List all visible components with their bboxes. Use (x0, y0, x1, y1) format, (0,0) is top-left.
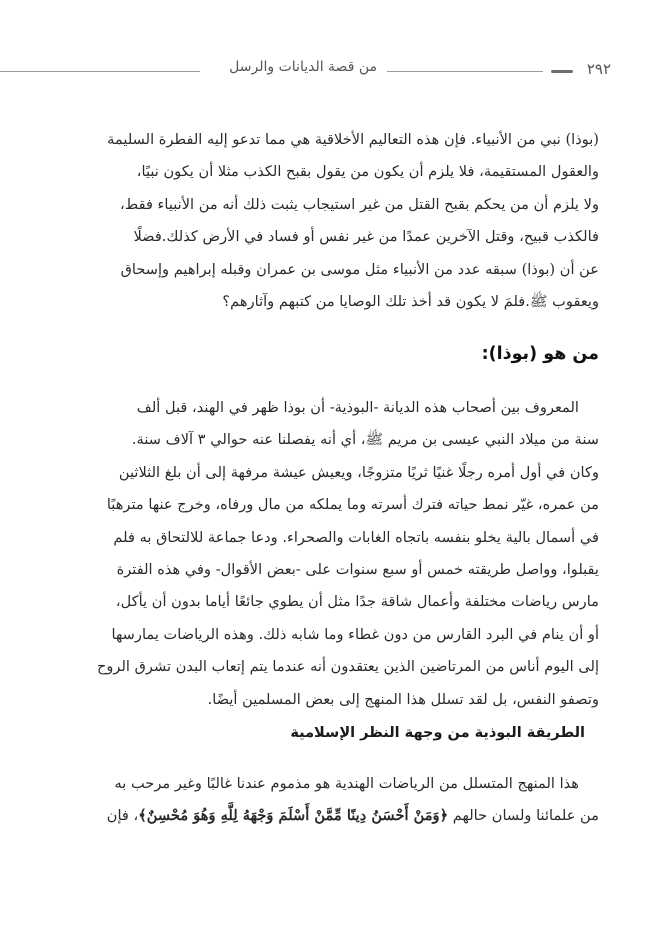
text-line: (بوذا) نبي من الأنبياء. فإن هذه التعاليم الأخلاقية هي مما تدعو إليه الفطرة السليمة (107, 131, 599, 148)
text-line: إلى اليوم أناس من المرتاضين الذين يعتقدون أنه عندما يتم إتعاب البدن تشرق الروح (96, 658, 599, 676)
running-header (0, 58, 669, 84)
text-line: أو أن ينام في البرد القارس من دون غطاء وما شابه ذلك. وهذه الرياضات يمارسها (111, 625, 599, 643)
paragraph-islamic-view (69, 768, 599, 833)
header-rule (0, 71, 200, 72)
paragraph-buddha-teachings (69, 124, 599, 318)
text-fragment: من علمائنا ولسان حالهم (448, 807, 599, 825)
subsection-heading-islamic-view: الطريقة البوذية من وجهة النظر الإسلامية (290, 725, 585, 741)
text-line: مارس رياضات مختلفة وأعمال شاقة جدًا مثل أن يطوي جائعًا أياما بدون أن يأكل، (115, 593, 599, 611)
text-fragment: ، فإن (106, 807, 139, 825)
paragraph-buddha-biography (69, 392, 599, 716)
text-line: وتصفو النفس، بل لقد تسلل هذا المنهج إلى بعض المسلمين أيضًا. (207, 690, 599, 708)
text-line: من عمره، غيّر نمط حياته فترك أسرته وما يملكه من مال ورفاه، وخرج عنها مترهبًا (106, 496, 599, 514)
text-line: فالكذب قبيح، وقتل الآخرين عمدًا من غير نفس أو فساد في الأرض كذلك.فضلًا (133, 228, 599, 246)
header-rule (387, 71, 543, 72)
header-ornament-dash (551, 70, 573, 73)
text-line: في أسمال بالية يخلو بنفسه باتجاه الغابات والصحراء. ودعا جماعة للالتحاق به فلم (113, 528, 599, 546)
text-line: وكان في أول أمره رجلًا غنيًا ثريًا متزوجًا، ويعيش عيشة مرفهة إلى أن بلغ الثلاثين (118, 463, 599, 481)
text-line: يقبلوا، وواصل طريقته خمس أو سبع سنوات على -بعض الأقوال- وفي هذه الفترة (116, 560, 599, 578)
text-line: سنة من ميلاد النبي عيسى بن مريم ﷺ، أي أنه يفصلنا عنه حوالي ٣ آلاف سنة. (131, 431, 599, 449)
text-line: والعقول المستقيمة، فلا يلزم أن يكون من يقول بقبح الكذب مثلا أن يكون نبيًا، (136, 163, 599, 181)
text-line: عن أن (بوذا) سبقه عدد من الأنبياء مثل موسى بن عمران وقبله إبراهيم وإسحاق (120, 260, 599, 278)
section-heading-who-is-buddha: من هو (بوذا): (481, 344, 599, 364)
book-title: من قصة الديانات والرسل (229, 59, 377, 75)
text-line: هذا المنهج المتسلل من الرياضات الهندية هو مذموم عندنا غالبًا وغير مرحب به (114, 775, 579, 792)
text-line: ويعقوب ﷺ.فلمَ لا يكون قد أخذ تلك الوصايا من كتبهم وآثارهم؟ (222, 292, 599, 310)
page-number: ٢٩٢ (586, 60, 611, 78)
text-line: ولا يلزم أن من يحكم بقبح القتل من غير استيجاب يثبت ذلك أنه من الأنبياء فقط، (120, 195, 599, 213)
text-line: المعروف بين أصحاب هذه الديانة -البوذية- أن بوذا ظهر في الهند، قبل ألف (136, 399, 579, 416)
quran-verse: ﴿وَمَنْ أَحْسَنُ دِينًا مِّمَّنْ أَسْلَمَ وَجْهَهُ لِلَّهِ وَهُوَ مُحْسِنٌ﴾ (138, 807, 449, 825)
text-line (69, 800, 599, 832)
